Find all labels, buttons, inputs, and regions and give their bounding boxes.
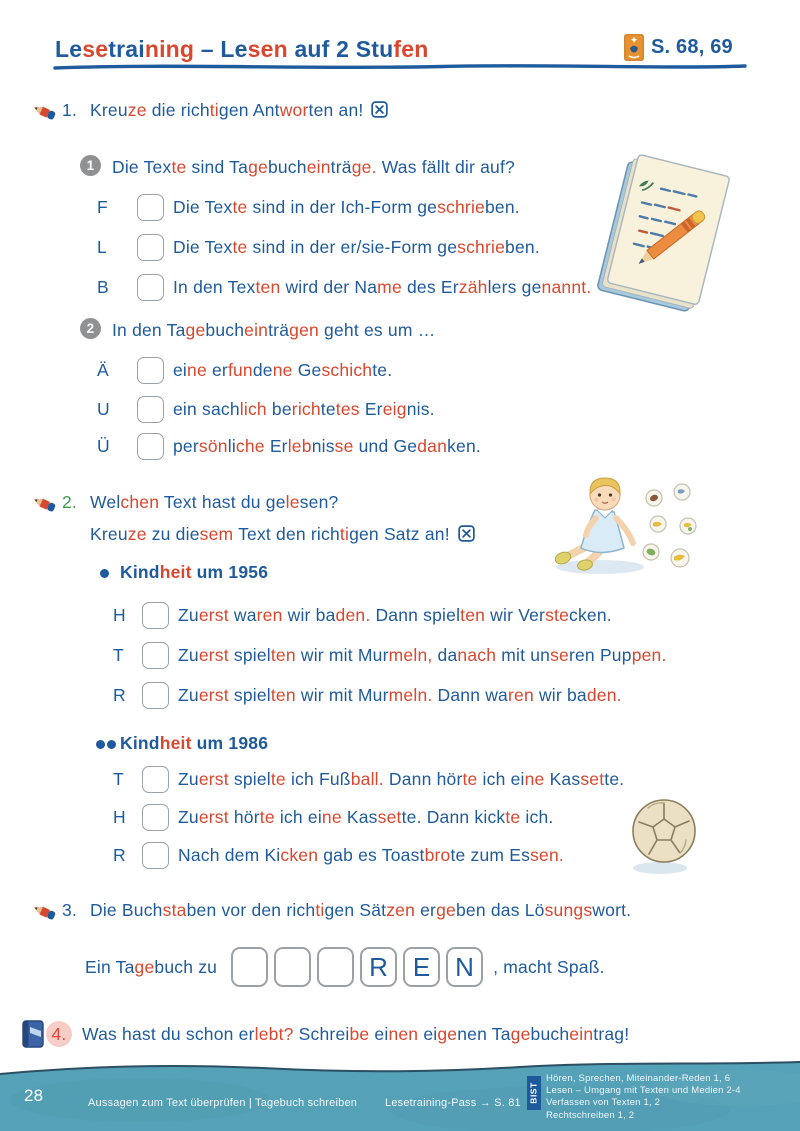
letter-box[interactable] <box>231 947 268 987</box>
option-text: Zuerst spielten wir mit Murmeln. Dann waren wir baden. <box>178 684 622 705</box>
answer-row <box>97 356 392 384</box>
answer-row <box>113 803 553 831</box>
answer-checkbox[interactable] <box>137 274 164 301</box>
option-text: Zuerst waren wir baden. Dann spielten wir Verstecken. <box>178 604 612 625</box>
answer-checkbox[interactable] <box>142 682 169 709</box>
page-number: 28 <box>24 1086 44 1105</box>
letter-box[interactable] <box>274 947 311 987</box>
bist-label: BIST <box>529 1082 539 1104</box>
option-letter: U <box>97 398 110 419</box>
bist-standards-list <box>546 1073 741 1122</box>
level-one-dot <box>100 569 109 578</box>
option-letter: Ü <box>97 435 110 456</box>
answer-checkbox[interactable] <box>142 842 169 869</box>
level-two-dot <box>96 740 105 749</box>
option-text: Nach dem Kicken gab es Toastbrote zum Essen. <box>178 844 564 865</box>
answer-row <box>113 601 612 629</box>
answer-row <box>113 765 624 793</box>
option-letter: B <box>97 276 109 297</box>
task4-header <box>22 1020 629 1048</box>
level-two-dot <box>107 740 116 749</box>
fill-suffix: , macht Spaß. <box>493 956 605 977</box>
option-letter: R <box>113 844 126 865</box>
task1-instruction: Kreuze die richtigen Antworten an! <box>90 100 364 120</box>
colored-pencil-icon <box>33 901 59 923</box>
child-with-marbles-illustration <box>548 468 698 578</box>
colored-pencil-icon <box>33 493 59 515</box>
answer-row <box>97 432 481 460</box>
option-text: Zuerst spielten wir mit Murmeln, danach mit unseren Puppen. <box>178 644 667 665</box>
bist-badge <box>527 1076 541 1110</box>
option-text: eine erfundene Geschichte. <box>173 359 393 380</box>
question2-badge: 2 <box>80 318 101 339</box>
task3-number: 3. <box>62 900 77 920</box>
answer-row <box>97 395 435 423</box>
group1-title: Kindheit um 1956 <box>120 562 269 582</box>
answer-checkbox[interactable] <box>137 234 164 261</box>
fill-prefix: Ein Tagebuch zu <box>85 956 218 977</box>
page-title: Lesetraining – Lesen auf 2 Stufen <box>55 36 429 62</box>
option-text: Zuerst spielte ich Fußball. Dann hörte ich eine Kassette. <box>178 768 625 789</box>
task2-header <box>33 492 338 515</box>
option-letter: T <box>113 768 124 789</box>
task1-header <box>33 100 388 123</box>
task4-instruction: Was hast du schon erlebt? Schreibe einen eigenen Tagebucheintrag! <box>82 1023 630 1044</box>
answer-checkbox[interactable] <box>137 194 164 221</box>
letter-box[interactable]: N <box>446 947 483 987</box>
option-letter: Ä <box>97 359 109 380</box>
option-text: ein sachlich berichtetes Ereignis. <box>173 398 435 419</box>
answer-row <box>113 841 564 869</box>
page-reference <box>624 34 733 61</box>
option-text: In den Texten wird der Name des Erzählers genannt. <box>173 276 592 297</box>
option-text: Die Texte sind in der Ich-Form geschrieben. <box>173 196 520 217</box>
option-text: Zuerst hörte ich eine Kassette. Dann kickte ich. <box>178 806 554 827</box>
option-letter: H <box>113 806 126 827</box>
option-text: persönliche Erlebnisse und Gedanken. <box>173 435 481 456</box>
footer-topic-text: Aussagen zum Text überprüfen | Tagebuch schreiben <box>88 1097 358 1109</box>
option-letter: T <box>113 644 124 665</box>
answer-checkbox[interactable] <box>137 396 164 423</box>
group2-title: Kindheit um 1986 <box>120 733 269 753</box>
option-letter: R <box>113 684 126 705</box>
answer-row <box>97 273 591 301</box>
option-text: Die Texte sind in der er/sie-Form geschrieben. <box>173 236 540 257</box>
letter-box[interactable]: E <box>403 947 440 987</box>
page-ref-text: S. 68, 69 <box>651 36 733 58</box>
footer-pass-reference: Lesetraining-Pass → S. 81 <box>385 1097 521 1109</box>
answer-row <box>113 681 622 709</box>
answer-row <box>97 193 520 221</box>
football-illustration <box>628 792 702 876</box>
option-letter: L <box>97 236 107 257</box>
checked-box-icon <box>458 525 475 542</box>
colored-pencil-icon <box>33 101 59 123</box>
answer-checkbox[interactable] <box>142 642 169 669</box>
answer-row <box>113 641 667 669</box>
task3-instruction: Die Buchstaben vor den richtigen Sätzen ergeben das Lösungswort. <box>90 900 632 920</box>
option-letter: H <box>113 604 126 625</box>
answer-checkbox[interactable] <box>142 804 169 831</box>
task2-instruction2 <box>90 524 475 545</box>
option-letter: F <box>97 196 108 217</box>
bist-line: Rechtschreiben 1, 2 <box>546 1109 635 1121</box>
answer-checkbox[interactable] <box>137 433 164 460</box>
notebook-icon <box>22 1020 44 1048</box>
task2-instruction-line1: Welchen Text hast du gelesen? <box>90 492 339 512</box>
letter-box[interactable]: R <box>360 947 397 987</box>
answer-checkbox[interactable] <box>142 766 169 793</box>
question2-text: In den Tagebucheinträgen geht es um … <box>112 320 436 340</box>
task2-number: 2. <box>62 492 77 512</box>
title-underline <box>53 60 747 72</box>
question1-text: Die Texte sind Tagebucheinträge. Was fällt dir auf? <box>112 157 515 177</box>
task1-number: 1. <box>62 100 77 120</box>
letter-box[interactable] <box>317 947 354 987</box>
answer-row <box>97 233 540 261</box>
bist-line: Hören, Sprechen, Miteinander-Reden 1, 6 <box>546 1073 731 1084</box>
task2-instruction-line2: Kreuze zu diesem Text den richtigen Satz an! <box>90 524 450 544</box>
task4-number: 4. <box>46 1021 72 1047</box>
bist-line: Lesen – Umgang mit Texten und Medien 2-4 <box>546 1085 741 1097</box>
checked-box-icon <box>371 101 388 118</box>
bist-line: Verfassen von Texten 1, 2 <box>546 1097 661 1109</box>
solution-word-row <box>85 947 605 987</box>
textbook-logo-icon <box>624 34 644 61</box>
diary-illustration <box>590 150 745 320</box>
task3-header <box>33 900 631 923</box>
answer-checkbox[interactable] <box>142 602 169 629</box>
answer-checkbox[interactable] <box>137 357 164 384</box>
question1-badge: 1 <box>80 155 101 176</box>
